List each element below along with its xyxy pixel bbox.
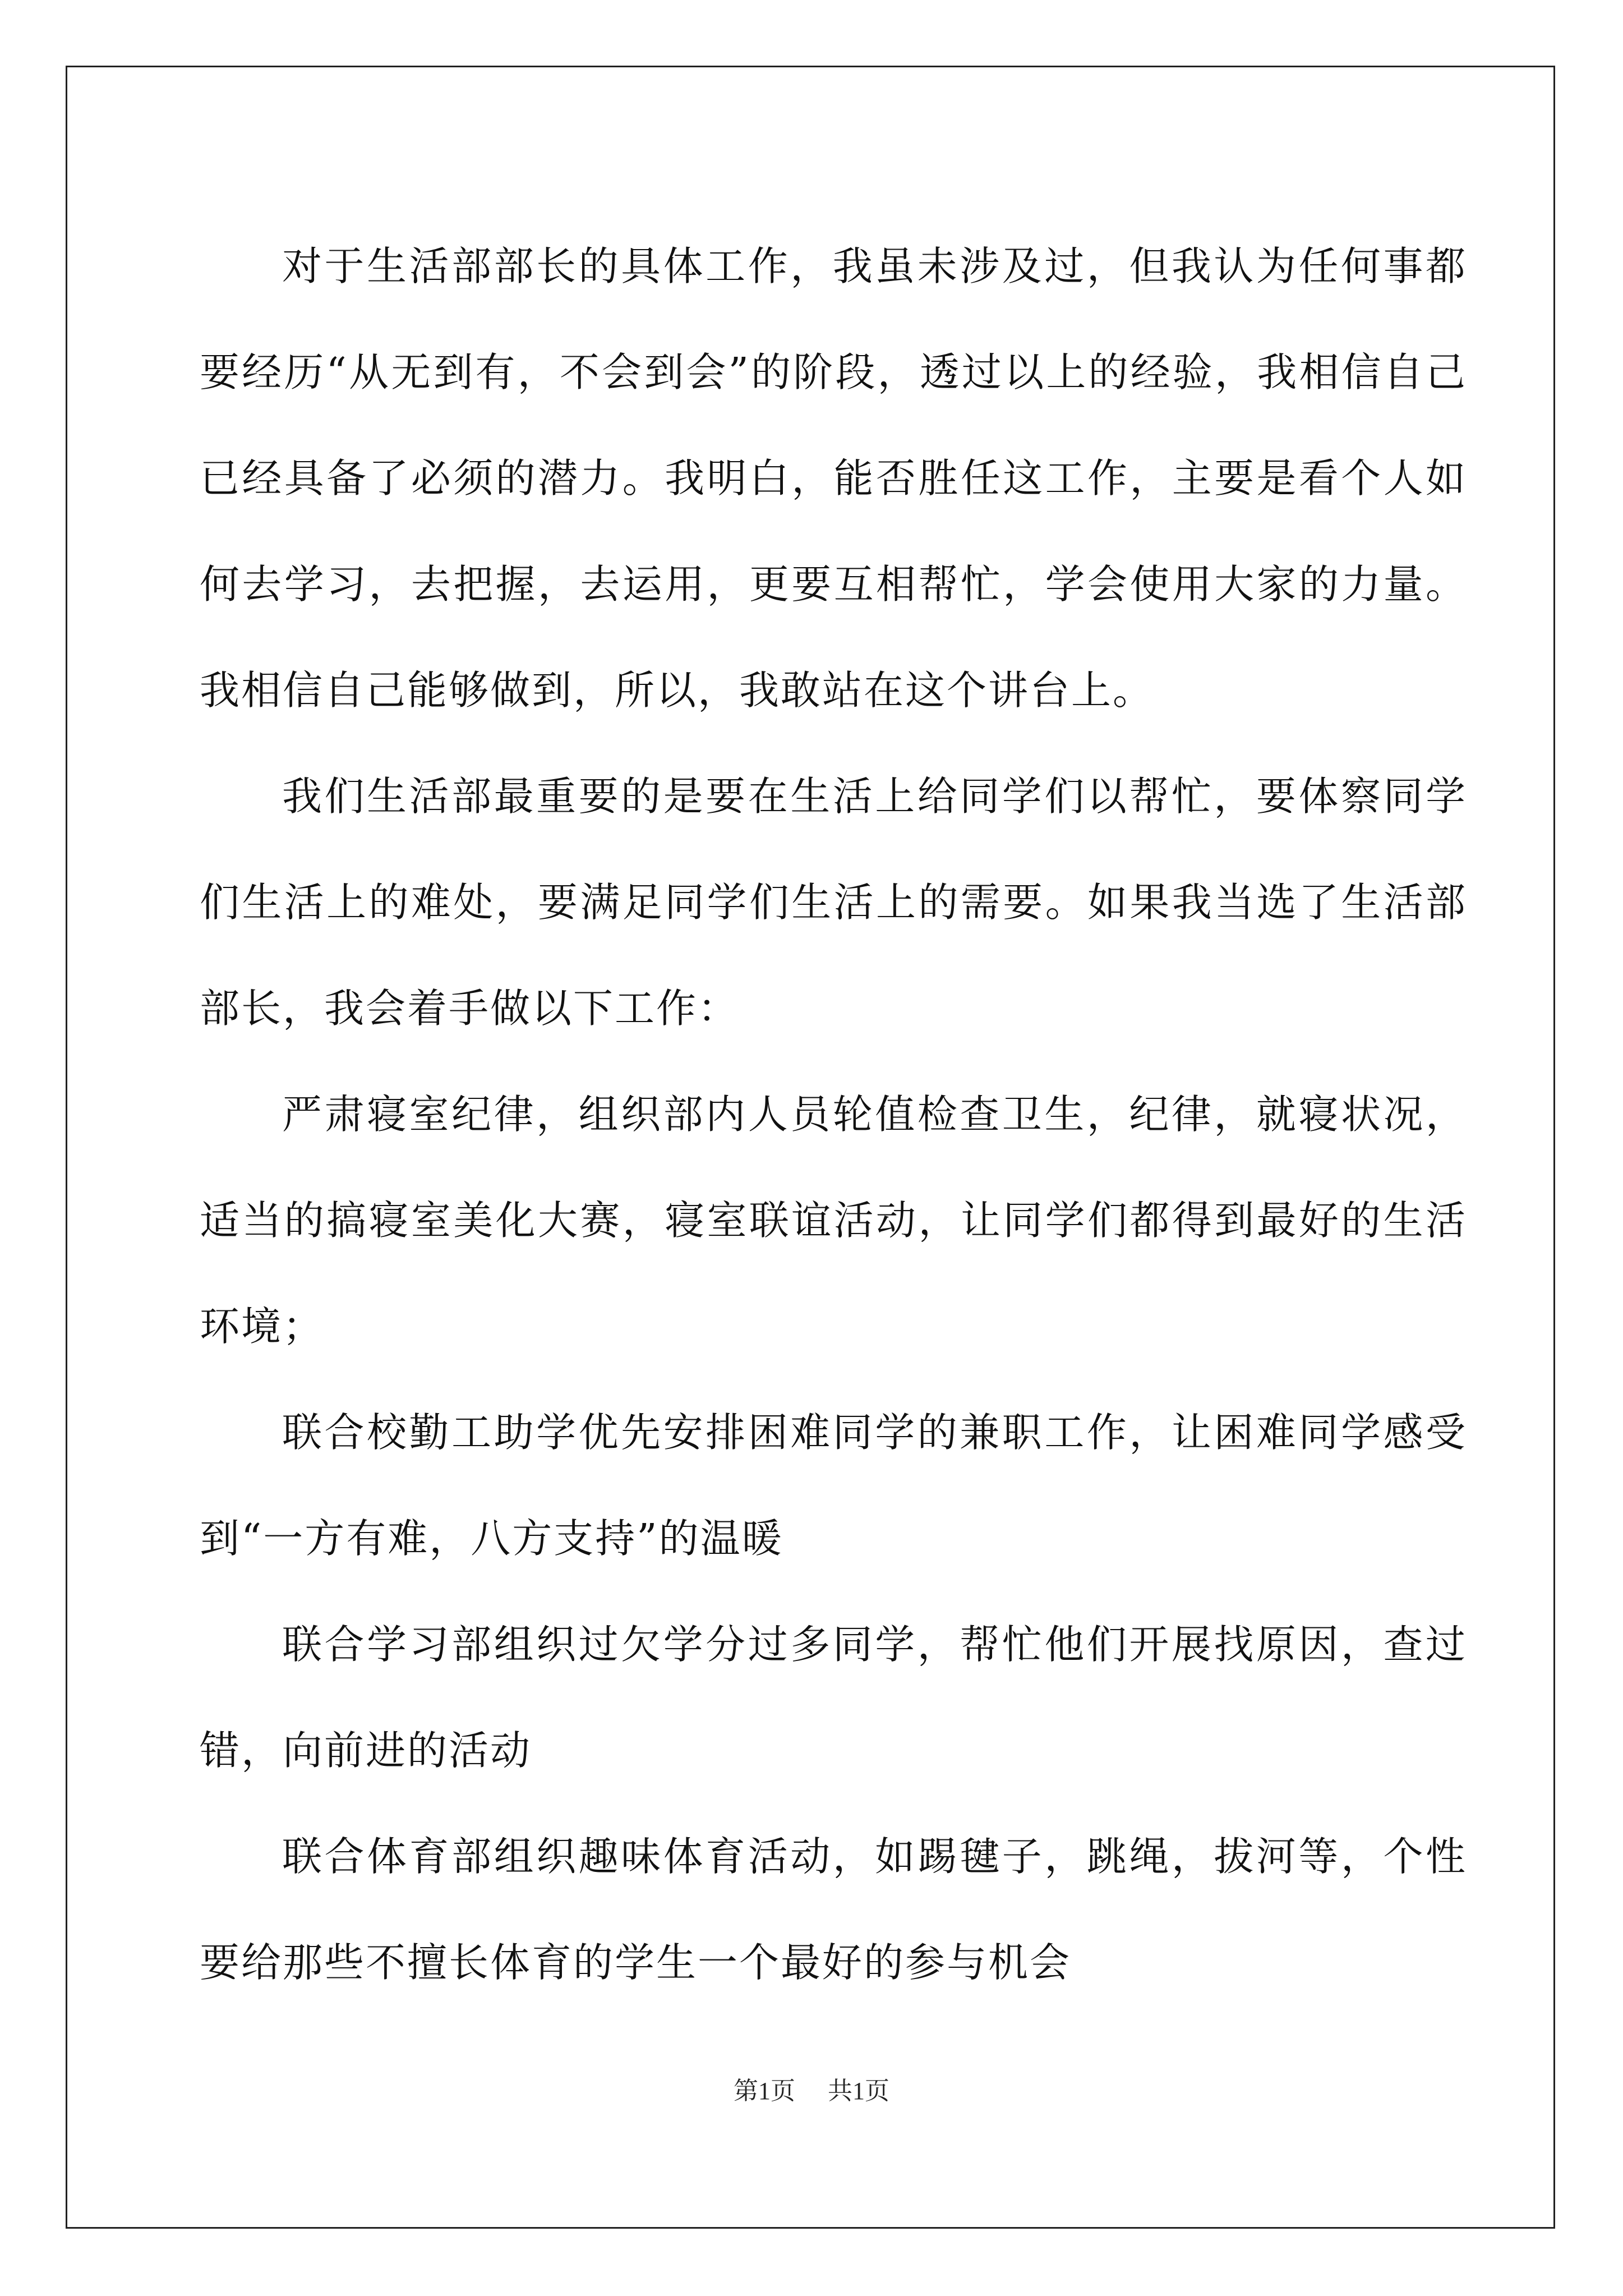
page-number: 第1页	[734, 2077, 795, 2105]
paragraph-4: 联合校勤工助学优先安排困难同学的兼职工作，让困难同学感受到“一方有难，八方支持”的温暖	[200, 1409, 1467, 1562]
paragraph-6: 联合体育部组织趣味体育活动，如踢毽子，跳绳，拔河等，个性要给那些不擅长体育的学生一个最好的参与机会	[200, 1833, 1467, 1986]
paragraph-3: 严肃寝室纪律，组织部内人员轮值检查卫生，纪律，就寝状况，适当的搞寝室美化大赛，寝室联谊活动，让同学们都得到最好的生活环境；	[200, 1091, 1467, 1350]
paragraph-5: 联合学习部组织过欠学分过多同学，帮忙他们开展找原因，查过错，向前进的活动	[200, 1621, 1467, 1774]
document-body	[200, 213, 1467, 2016]
paragraph-2: 我们生活部最重要的是要在生活上给同学们以帮忙，要体察同学们生活上的难处，要满足同学们生活上的需要。如果我当选了生活部部长，我会着手做以下工作：	[200, 773, 1467, 1032]
page-footer	[0, 2074, 1623, 2108]
paragraph-1: 对于生活部部长的具体工作，我虽未涉及过，但我认为任何事都要经历“从无到有，不会到会”的阶段，透过以上的经验，我相信自己已经具备了必须的潜力。我明白，能否胜任这工作，主要是看个人如何去学习，去把握，去运用，更要互相帮忙，学会使用大家的力量。我相信自己能够做到，所以，我敢站在这个讲台上。	[200, 243, 1467, 714]
page-total: 共1页	[828, 2077, 889, 2105]
